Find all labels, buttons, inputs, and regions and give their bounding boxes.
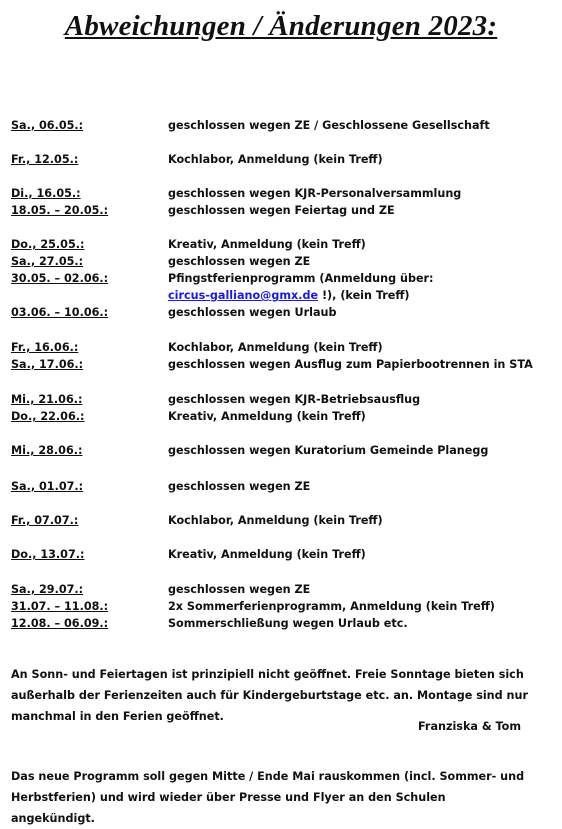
entry-description: geschlossen wegen ZE bbox=[168, 480, 311, 493]
entry-date: Do., 22.06.: bbox=[11, 410, 85, 423]
entry-date: Fr., 16.06.: bbox=[11, 341, 79, 354]
entry-description: Pfingstferienprogramm (Anmeldung über: bbox=[168, 272, 434, 285]
entry-date: 30.05. – 02.06.: bbox=[11, 272, 109, 285]
entry-date: Di., 16.05.: bbox=[11, 187, 81, 200]
entry-description: Kochlabor, Anmeldung (kein Treff) bbox=[168, 341, 383, 354]
entry-description: Kochlabor, Anmeldung (kein Treff) bbox=[168, 153, 383, 166]
entry-date: Do., 13.07.: bbox=[11, 548, 85, 561]
entry-date: Sa., 01.07.: bbox=[11, 480, 84, 493]
entry-date: Do., 25.05.: bbox=[11, 238, 85, 251]
entry-date: 12.08. – 06.09.: bbox=[11, 617, 109, 630]
program-note: Das neue Programm soll gegen Mitte / Ende Mai rauskommen (incl. Sommer- und Herbstferien) und wird wieder über Presse und Flyer an den Schulen angekündigt. bbox=[11, 770, 525, 825]
entry-description: geschlossen wegen Feiertag und ZE bbox=[168, 204, 395, 217]
entry-date: Mi., 21.06.: bbox=[11, 393, 83, 406]
entry-description: geschlossen wegen ZE / Geschlossene Gesellschaft bbox=[168, 119, 490, 132]
signature: Franziska & Tom bbox=[418, 720, 521, 733]
entry-date: Fr., 12.05.: bbox=[11, 153, 79, 166]
entry-date: Mi., 28.06.: bbox=[11, 444, 83, 457]
entry-date: Fr., 07.07.: bbox=[11, 514, 79, 527]
entry-description: Kochlabor, Anmeldung (kein Treff) bbox=[168, 514, 383, 527]
entry-description: Sommerschließung wegen Urlaub etc. bbox=[168, 617, 408, 630]
note-paragraph: An Sonn- und Feiertagen ist prinzipiell nicht geöffnet. Freie Sonntage bieten sich außerhalb der Ferienzeiten auch für Kindergeburtstage etc. an. Montage sind nur manchmal in den Ferien geöffnet. bbox=[11, 668, 528, 723]
entry-date: Sa., 06.05.: bbox=[11, 119, 84, 132]
entry-date: Sa., 29.07.: bbox=[11, 583, 84, 596]
entry-date: Sa., 17.06.: bbox=[11, 358, 84, 371]
entry-description: geschlossen wegen Ausflug zum Papierbootrennen in STA bbox=[168, 358, 533, 371]
entry-description: 2x Sommerferienprogramm, Anmeldung (kein Treff) bbox=[168, 600, 495, 613]
entry-date: Sa., 27.05.: bbox=[11, 255, 84, 268]
entry-date: 03.06. – 10.06.: bbox=[11, 306, 109, 319]
entry-description: geschlossen wegen KJR-Personalversammlung bbox=[168, 187, 462, 200]
entry-date: 18.05. – 20.05.: bbox=[11, 204, 109, 217]
entry-description: geschlossen wegen Kuratorium Gemeinde Planegg bbox=[168, 444, 489, 457]
entry-description: geschlossen wegen Urlaub bbox=[168, 306, 337, 319]
entry-description: Kreativ, Anmeldung (kein Treff) bbox=[168, 410, 366, 423]
entry-date: 31.07. – 11.08.: bbox=[11, 600, 109, 613]
entry-description: Kreativ, Anmeldung (kein Treff) bbox=[168, 548, 366, 561]
entry-description: Kreativ, Anmeldung (kein Treff) bbox=[168, 238, 366, 251]
continuation-text: !), (kein Treff) bbox=[318, 289, 410, 302]
email-link[interactable]: circus-galliano@gmx.de bbox=[168, 289, 319, 302]
entry-description: geschlossen wegen ZE bbox=[168, 583, 311, 596]
entry-description: geschlossen wegen KJR-Betriebsausflug bbox=[168, 393, 421, 406]
page-title: Abweichungen / Änderungen 2023: bbox=[64, 10, 498, 42]
entry-description: geschlossen wegen ZE bbox=[168, 255, 311, 268]
